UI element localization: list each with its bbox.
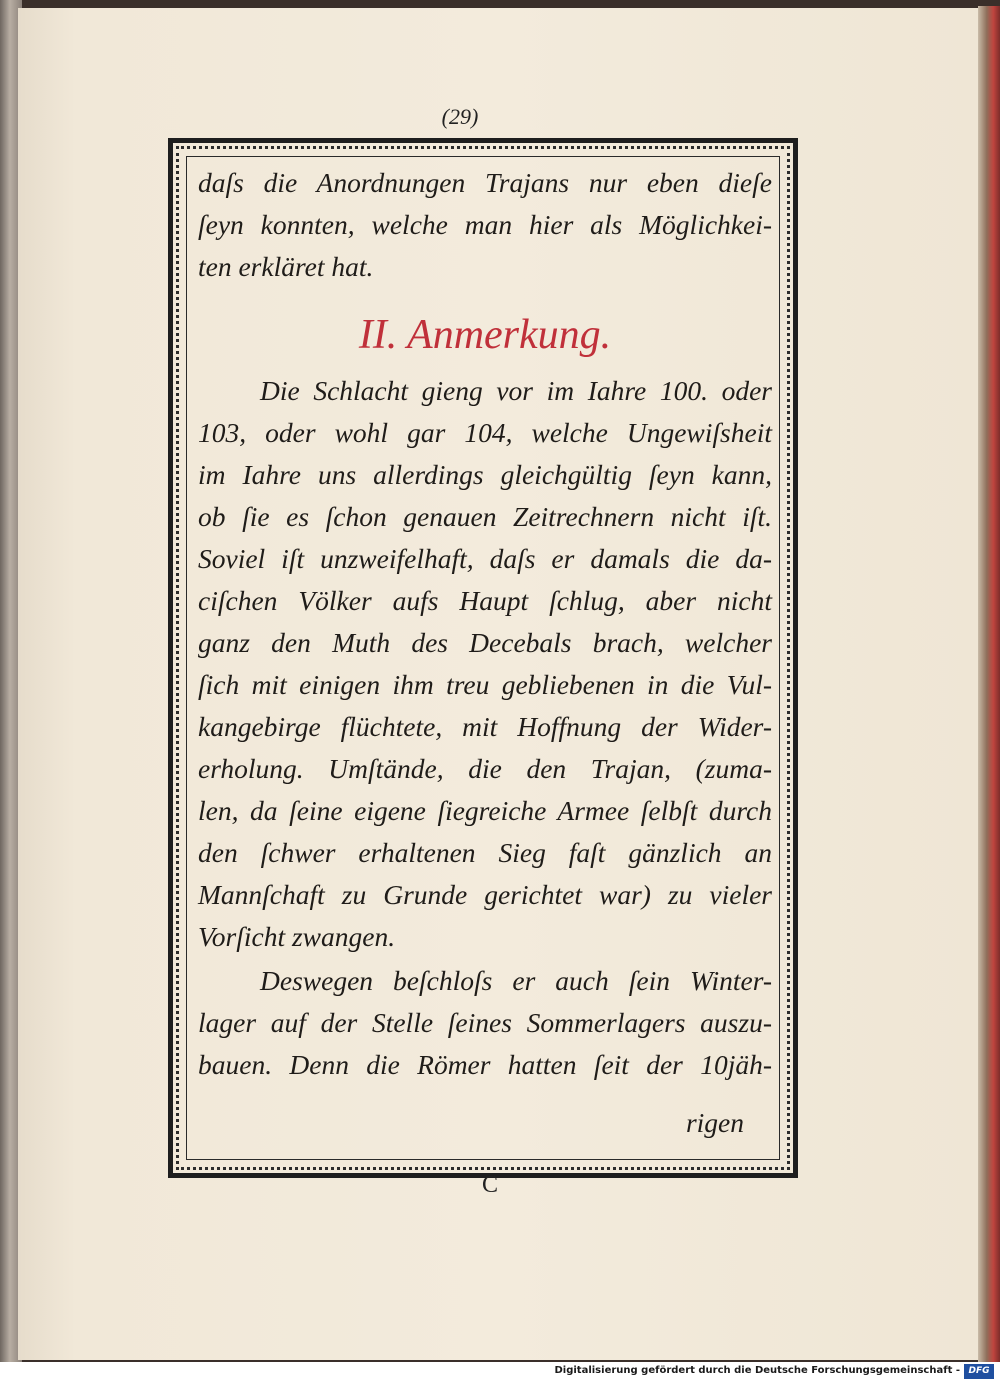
page-number: (29) xyxy=(441,104,479,129)
text-line: im Iahre uns allerdings gleichgültig ſeyn kann, xyxy=(198,459,772,490)
catchword: rigen xyxy=(685,1107,744,1138)
text-line: Mannſchaft zu Grunde gerichtet war) zu vieler xyxy=(198,879,772,910)
text-line: len, da ſeine eigene ſiegreiche Armee ſelbſt durch xyxy=(198,795,772,826)
text-line: Soviel iſt unzweifelhaft, daſs er damals die da- xyxy=(198,543,772,574)
text-line: erholung. Umſtände, die den Trajan, (zuma- xyxy=(198,753,772,784)
text-line: bauen. Denn die Römer hatten ſeit der 10jäh- xyxy=(198,1049,772,1080)
text-line: den ſchwer erhaltenen Sieg faſt gänzlich an xyxy=(198,837,772,868)
footer-credit: Digitalisierung gefördert durch die Deutsche Forschungsgemeinschaft - xyxy=(554,1365,960,1376)
signature-mark: C xyxy=(481,1172,498,1198)
section-heading: II. Anmerkung. xyxy=(358,312,612,358)
text-line: lager auf der Stelle ſeines Sommerlagers auszu- xyxy=(198,1007,772,1038)
text-line: ganz den Muth des Decebals brach, welcher xyxy=(198,627,772,658)
text-line: ob ſie es ſchon genauen Zeitrechnern nicht iſt. xyxy=(198,501,772,532)
text-line: ſich mit einigen ihm treu gebliebenen in die Vul- xyxy=(198,669,772,700)
text-line: Deswegen beſchloſs er auch ſein Winter- xyxy=(260,965,772,996)
text-line: ciſchen Völker aufs Haupt ſchlug, aber nicht xyxy=(198,585,772,616)
text-line: Die Schlacht gieng vor im Iahre 100. oder xyxy=(260,375,772,406)
text-line: kangebirge flüchtete, mit Hoffnung der Wider- xyxy=(198,711,772,742)
text-line: daſs die Anordnungen Trajans nur eben dieſe xyxy=(198,167,772,198)
text-line: ſeyn konnten, welche man hier als Möglichkei- xyxy=(198,209,772,240)
text-line: ten erkläret hat. xyxy=(198,251,374,282)
text-line: 103, oder wohl gar 104, welche Ungewiſsheit xyxy=(198,417,772,448)
text-line: Vorſicht zwangen. xyxy=(198,921,396,952)
dfg-logo: DFG xyxy=(964,1364,994,1379)
page-edge xyxy=(978,6,1000,1362)
